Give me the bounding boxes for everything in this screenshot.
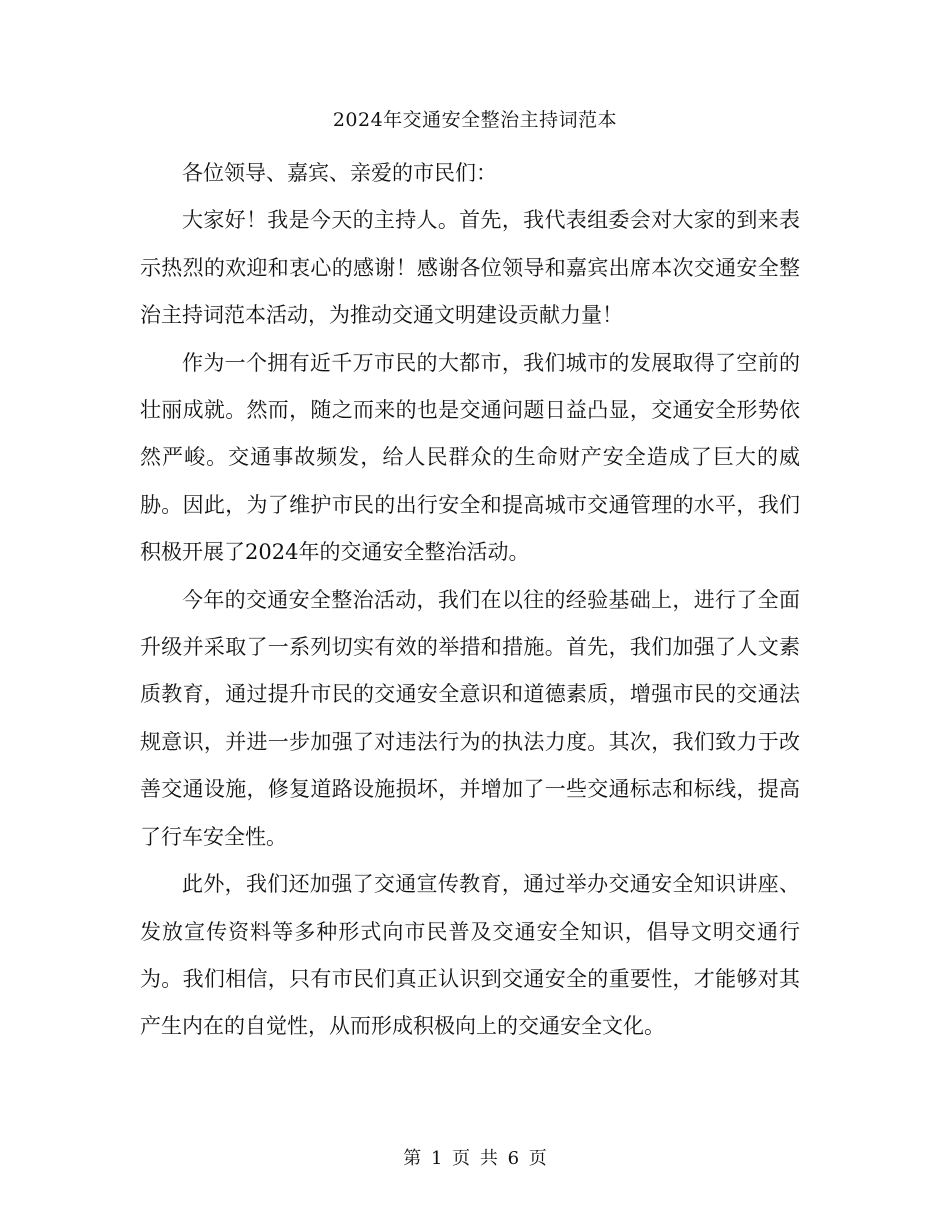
paragraph-welcome: 大家好！我是今天的主持人。首先，我代表组委会对大家的到来表示热烈的欢迎和衷心的感谢！感谢各位领导和嘉宾出席本次交通安全整治主持词范本活动，为推动交通文明建设贡献力量！ xyxy=(140,208,800,328)
page-number: 第 1 页 共 6 页 xyxy=(403,1148,547,1169)
document-body xyxy=(140,150,800,1051)
paragraph-publicity: 此外，我们还加强了交通宣传教育，通过举办交通安全知识讲座、发放宣传资料等多种形式向市民普及交通安全知识，倡导文明交通行为。我们相信，只有市民们真正认识到交通安全的重要性，才能够对其产生内在的自觉性，从而形成积极向上的交通安全文化。 xyxy=(140,872,800,1039)
document-title: 2024年交通安全整治主持词范本 xyxy=(332,109,618,131)
paragraph-greeting: 各位领导、嘉宾、亲爱的市民们： xyxy=(182,161,497,185)
paragraph-measures: 今年的交通安全整治活动，我们在以往的经验基础上，进行了全面升级并采取了一系列切实有效的举措和措施。首先，我们加强了人文素质教育，通过提升市民的交通安全意识和道德素质，增强市民的交通法规意识，并进一步加强了对违法行为的执法力度。其次，我们致力于改善交通设施，修复道路设施损坏，并增加了一些交通标志和标线，提高了行车安全性。 xyxy=(140,587,800,849)
paragraph-background: 作为一个拥有近千万市民的大都市，我们城市的发展取得了空前的壮丽成就。然而，随之而来的也是交通问题日益凸显，交通安全形势依然严峻。交通事故频发，给人民群众的生命财产安全造成了巨大的威胁。因此，为了维护市民的出行安全和提高城市交通管理的水平，我们积极开展了2024年的交通安全整治活动。 xyxy=(140,350,800,565)
